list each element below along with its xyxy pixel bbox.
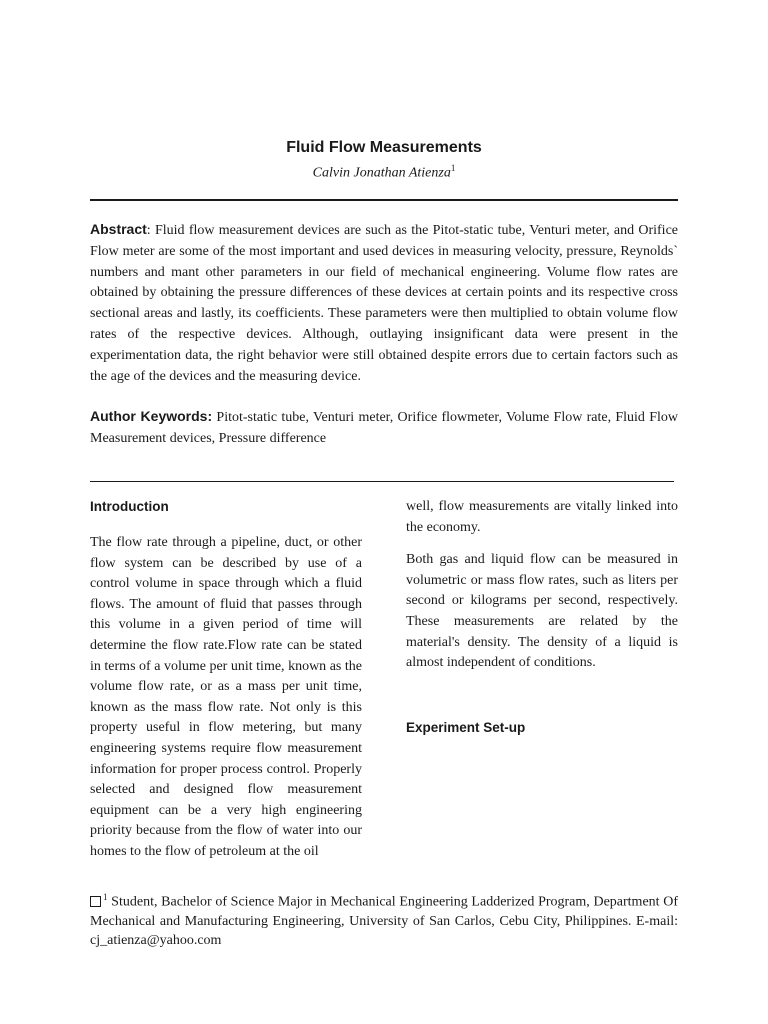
paper-title: Fluid Flow Measurements	[286, 139, 482, 156]
left-column	[90, 497, 362, 863]
author-footnote-marker: 1	[450, 163, 456, 173]
author-keywords	[90, 406, 678, 449]
experiment-setup-heading: Experiment Set-up	[406, 719, 526, 735]
title-divider	[90, 199, 678, 201]
section-divider	[90, 481, 674, 482]
abstract-label: Abstract	[90, 221, 147, 237]
right-column	[406, 497, 678, 738]
footnote	[90, 888, 678, 950]
introduction-paragraph-1-continued: well, flow measurements are vitally linked into the economy.	[406, 499, 678, 535]
keywords-text: Pitot-static tube, Venturi meter, Orifice flowmeter, Volume Flow rate, Fluid Flow Measurement devices, Pressure difference	[90, 410, 679, 446]
introduction-paragraph-1: The flow rate through a pipeline, duct, or other flow system can be described by use of a control volume in space through which a fluid flows. The amount of fluid that passes through this volume in a given period of time will determine the flow rate.Flow rate can be stated in terms of a volume per unit time, known as the volume flow rate, or as a mass per unit time, known as the mass flow rate. Not only is this property useful in flow metering, but many engineering systems require flow measurement information for proper process control. Properly selected and designed flow measurement equipment can be a very high engineering priority because from the flow of water into our homes to the flow of petroleum at the oil	[90, 535, 362, 859]
introduction-paragraph-2: Both gas and liquid flow can be measured in volumetric or mass flow rates, such as liters per second or kilograms per second, respectively. These measurements are related by the material's density. The density of a liquid is almost independent of conditions.	[406, 552, 678, 671]
footnote-text: Student, Bachelor of Science Major in Mechanical Engineering Ladderized Program, Department Of Mechanical and Manufacturing Engineering, University of San Carlos, Cebu City, Philippines. E-mail: cj_atienza@yahoo.com	[90, 894, 678, 948]
footnote-box-glyph	[90, 896, 101, 907]
abstract-text: : Fluid flow measurement devices are such as the Pitot-static tube, Venturi meter, and Orifice Flow meter are some of the most important and used devices in measuring velocity, pressure, Reynolds` numbers and mant other parameters in our field of mechanical engineering. Volume flow rates are obtained by obtaining the pressure differences of these devices at certain points and its respective cross sectional areas and lastly, its coefficients. These parameters were then multiplied to obtain volume flow rates of the respective devices. Although, outlaying insignificant data were present in the experimentation data, the right behavior were still obtained despite errors due to certain factors such as the age of the devices and the measuring device.	[90, 223, 678, 384]
introduction-heading: Introduction	[90, 499, 169, 514]
keywords-label: Author Keywords:	[90, 408, 213, 424]
author-name: Calvin Jonathan Atienza	[312, 165, 451, 181]
author-line	[90, 163, 678, 182]
abstract	[90, 219, 678, 387]
footnote-marker: 1	[103, 892, 108, 902]
